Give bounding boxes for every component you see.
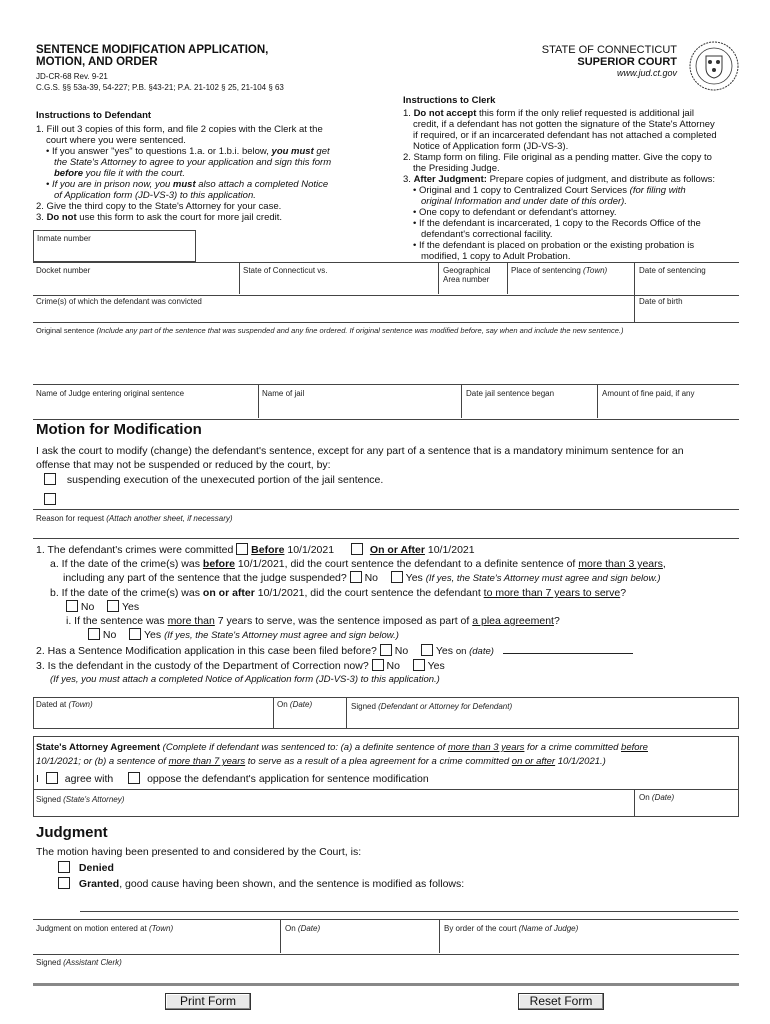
on-date-field[interactable] [274,697,346,729]
q2-label: 2. Has a Sentence Modification application in this case been filed before? [36,645,377,657]
inmate-number-field[interactable] [33,230,196,262]
original-sentence-field[interactable] [33,336,739,384]
def-bullet-1b: you must [271,146,314,157]
clerk-3b: After Judgment: [413,174,487,185]
clerk-2b: the Presiding Judge. [413,163,500,174]
sa-t3: for a crime committed [524,742,622,753]
form-id: JD-CR-68 Rev. 9-21 [36,72,108,81]
qa-no-checkbox[interactable] [350,571,362,583]
qb-text-1: b. If the date of the crime(s) was [50,587,203,599]
motion-option-2 [44,490,56,508]
form-title [36,44,268,68]
defendant-signature-field[interactable] [347,697,739,729]
qa-yes-label: Yes [405,572,423,584]
clerk-3c: Prepare copies of judgment, and distribute as follows: [486,174,716,185]
def-bullet-1d: the State's Attorney to agree to your application and sign this form [54,157,332,168]
motion-text [36,444,746,472]
def-item-3b: Do not [46,212,77,223]
q3-label: 3. Is the defendant in the custody of the Department of Correction now? [36,660,369,672]
dated-at-field[interactable] [33,697,273,729]
on-or-after-date: 10/1/2021 [424,544,475,556]
q2-yes-label: Yes [435,645,453,657]
jail-date-field[interactable] [462,384,597,418]
before-label: Before [251,544,285,556]
sa-t1: (Complete if defendant was sentenced to: (a) a definite sentence of [160,742,448,753]
judge-name-label: Name of Judge entering original sentence [36,389,185,398]
q1-label: 1. The defendant's crimes were committed [36,544,234,556]
clerk-signed-label: Signed [36,958,64,967]
clerk-1e: if required, or if an incarcerated defendant has not attached a completed [413,130,717,141]
qbi-no-checkbox[interactable] [88,628,100,640]
granted-text: , good cause having been shown, and the sentence is modified as follows: [119,878,465,890]
question-1a-line2 [36,571,746,586]
place-sentencing-town: (Town) [583,266,608,275]
agree-label: agree with [64,773,114,785]
clerk-3f: original Information and under date of this order). [421,196,627,207]
clerk-1f: Notice of Application form (JD-VS-3). [413,141,569,152]
q3-no-label: No [386,660,400,672]
orig-sentence-note: (Include any part of the sentence that was suspended and any fine ordered. If original sentence was modified before, say when and include the new sentence.) [96,326,624,335]
def-bullet-2c: also attach a completed Notice [195,179,329,190]
qa-text-1: a. If the date of the crime(s) was [50,558,203,570]
suspend-checkbox[interactable] [44,473,56,485]
def-bullet-1f: you file it with the court. [83,168,185,179]
crimes-field[interactable] [33,294,634,322]
geo-area-field[interactable] [439,262,507,294]
qbi-yes-label: Yes [144,629,162,641]
sa-t5: 10/1/2021; or (b) a sentence of [36,756,169,767]
docket-number-label: Docket number [36,266,91,275]
other-option-checkbox[interactable] [44,493,56,505]
modification-line [80,911,738,912]
place-sentencing-field[interactable] [508,262,634,294]
sa-t2: more than 3 years [447,742,525,753]
granted-option [58,877,464,890]
sa-t7: to serve as a result of a plea agreement for a crime committed [245,756,512,767]
court-name: SUPERIOR COURT [577,56,677,68]
question-1bi [36,614,746,628]
qa-text-2: 10/1/2021, did the court sentence the defendant to a definite sentence of [235,558,579,570]
q3-yes-checkbox[interactable] [413,659,425,671]
q2-date-field[interactable] [503,643,633,654]
clerk-3k: modified, 1 copy to Adult Probation. [421,251,571,262]
oppose-checkbox[interactable] [128,772,140,784]
clerk-3j: • If the defendant is placed on probation or the existing probation is [413,240,695,251]
clerk-instructions [403,95,748,262]
q2-no-checkbox[interactable] [380,644,392,656]
qa-text-3: including any part of the sentence that the judge suspended? [63,572,347,584]
inmate-number-label: Inmate number [37,234,91,243]
order-judge: (Name of Judge) [518,924,579,933]
state-attorney-text [36,741,738,769]
signed-role: (Defendant or Attorney for Defendant) [378,702,513,711]
motion-text-1: I ask the court to modify (change) the defendant's sentence, except for any part of a sentence that is a mandatory minimum sentence for an [36,445,684,457]
dated-town: (Town) [68,700,93,709]
def-item-1: 1. Fill out 3 copies of this form, and file 2 copies with the Clerk at the [36,124,323,135]
docket-number-field[interactable] [33,262,239,294]
clerk-instructions-heading: Instructions to Clerk [403,95,496,106]
orig-sentence-label: Original sentence [36,326,97,335]
sa-heading: State's Attorney Agreement [36,742,161,753]
website: www.jud.ct.gov [616,68,677,78]
suspend-label: suspending execution of the unexecuted portion of the jail sentence. [66,474,384,486]
dated-label: Dated at [36,700,69,709]
court-block [457,44,677,78]
defendant-instructions-heading: Instructions to Defendant [36,110,152,121]
order-label: By order of the court [444,924,519,933]
sa-on-label: On [639,793,652,802]
motion-option-1 [44,473,383,486]
on-or-after-label: On or After [369,544,425,556]
print-form-button[interactable]: Print Form [165,993,251,1010]
denied-label: Denied [78,862,114,874]
jail-date-label: Date jail sentence began [466,389,555,398]
q3-yes-label: Yes [427,660,445,672]
question-1b [36,586,746,600]
sa-choice [36,772,429,785]
clerk-1a: 1. [403,108,414,119]
before-checkbox[interactable] [236,543,248,555]
qbi-more-than: more than [167,615,215,627]
on-date: (Date) [289,700,313,709]
def-bullet-1e: before [54,168,84,179]
qbi-text-1: i. If the sentence was [66,615,168,627]
statutes: C.G.S. §§ 53a-39, 54-227; P.B. §43-21; P.A. 21-102 § 25, 21-104 § 63 [36,83,284,92]
q2-no-label: No [394,645,409,657]
dob-field[interactable] [635,294,739,322]
judge-name-field[interactable] [33,384,258,418]
q2-on-label: on [455,646,470,657]
date-sentencing-label: Date of sentencing [639,266,706,275]
agree-checkbox[interactable] [46,772,58,784]
qbi-qmark: ? [553,615,560,627]
sa-i: I [36,773,39,785]
qa-no-label: No [364,572,378,584]
motion-heading: Motion for Modification [36,421,202,438]
clerk-1d: credit, if a defendant has not gotten the signature of the State's Attorney [413,119,715,130]
reason-field[interactable] [33,524,739,538]
on-label: On [277,700,290,709]
date-sentencing-field[interactable] [635,262,739,294]
question-2 [36,643,746,659]
def-bullet-2d: of Application form (JD-VS-3) to this application. [54,190,256,201]
sa-signed-label: Signed [36,795,64,804]
before-date: 10/1/2021 [284,544,335,556]
question-1b-answers [36,600,746,614]
state-vs-label: State of Connecticut vs. [243,266,328,275]
state-name: STATE OF CONNECTICUT [541,44,677,56]
place-sentencing-label: Place of sentencing [511,266,584,275]
on-or-after-checkbox[interactable] [351,543,363,555]
denied-option [58,861,114,874]
qb-qmark: ? [620,587,627,599]
clerk-1b: Do not accept [413,108,477,119]
def-item-1b: court where you were sentenced. [46,135,186,146]
modification-field[interactable] [80,893,738,911]
qbi-no-label: No [102,629,117,641]
crimes-label: Crime(s) of which the defendant was convicted [36,297,202,306]
def-item-2: 2. Give the third copy to the State's Attorney for your case. [36,201,282,212]
fine-amount-field[interactable] [598,384,739,418]
qa-yes-note: (If yes, the State's Attorney must agree and sign below.) [425,573,661,584]
sa-on-date: (Date) [651,793,675,802]
qb-yes-checkbox[interactable] [107,600,119,612]
qb-yes-label: Yes [122,601,140,613]
fine-amount-label: Amount of fine paid, if any [602,389,695,398]
question-3 [36,659,746,673]
question-1a [36,557,746,571]
defendant-instructions [36,110,376,223]
qa-before: before [202,558,235,570]
qb-more-than-7: to more than 7 years to serve [483,587,621,599]
qbi-plea: a plea agreement [472,615,554,627]
sa-date-field[interactable] [635,790,739,817]
reset-form-button[interactable]: Reset Form [518,993,604,1010]
question-1bi-answers [36,628,746,643]
def-bullet-2a: • If you are in prison now, you [46,179,173,190]
clerk-signed-role: (Assistant Clerk) [63,958,122,967]
entered-label: Judgment on motion entered at [36,924,149,933]
denied-checkbox[interactable] [58,861,70,873]
judgment-on-label: On [285,924,298,933]
judgment-date-field[interactable] [281,919,439,953]
jail-name-field[interactable] [259,384,461,418]
judgment-text: The motion having been presented to and considered by the Court, is: [36,846,362,858]
judgment-heading: Judgment [36,824,108,841]
signed-label: Signed [351,702,379,711]
title-line-2: MOTION, AND ORDER [36,56,158,68]
q3-note: (If yes, you must attach a completed Notice of Application form (JD-VS-3) to this application.) [50,674,440,685]
reason-note: (Attach another sheet, if necessary) [106,514,233,523]
def-item-3a: 3. [36,212,47,223]
qbi-yes-checkbox[interactable] [129,628,141,640]
oppose-label: oppose the defendant's application for sentence modification [147,773,429,785]
q3-no-checkbox[interactable] [372,659,384,671]
bottom-rule [33,983,739,986]
qa-more-than-3: more than 3 years [578,558,663,570]
title-line-1: SENTENCE MODIFICATION APPLICATION, [36,44,269,56]
qb-no-checkbox[interactable] [66,600,78,612]
sa-t6: more than 7 years [168,756,246,767]
sa-t4: before [621,742,648,753]
qbi-text-2: 7 years to serve, was the sentence imposed as part of [214,615,473,627]
state-seal-icon [688,40,740,92]
clerk-3h: • If the defendant is incarcerated, 1 copy to the Records Office of the [413,218,701,229]
sa-signed-role: (State's Attorney) [63,795,125,804]
def-bullet-1 [36,146,376,157]
qb-on-or-after: on or after [202,587,255,599]
granted-label: Granted [78,878,120,890]
q2-date-label: (date) [469,646,494,657]
clerk-3e: (for filing with [629,185,686,196]
judgment-on-date: (Date) [297,924,321,933]
sa-signature-field[interactable] [33,790,634,817]
clerk-3i: defendant's correctional facility. [421,229,553,240]
motion-text-2: offense that may not be suspended or reduced by the court, by: [36,459,331,471]
granted-checkbox[interactable] [58,877,70,889]
sa-t9: 10/1/2021.) [555,756,606,767]
dob-label: Date of birth [639,297,683,306]
clerk-signature-field[interactable] [33,954,739,982]
questions-block [36,543,746,687]
question-1 [36,543,746,557]
reason-label: Reason for request [36,514,107,523]
clerk-3g: • One copy to defendant or defendant's attorney. [413,207,617,218]
judgment-town-field[interactable] [33,919,280,953]
clerk-3a: 3. [403,174,414,185]
clerk-1c: this form if the only relief requested is additional jail [476,108,694,119]
def-bullet-1a: • If you answer "yes" to questions 1.a. or 1.b.i. below, [46,146,272,157]
divider [33,509,739,510]
geo-area-label: Geographical Area number [443,266,491,284]
qa-comma: , [662,558,666,570]
jail-name-label: Name of jail [262,389,305,398]
sa-t8: on or after [511,756,556,767]
def-bullet-1c: get [313,146,330,157]
qb-no-label: No [80,601,95,613]
defendant-name-field[interactable] [240,262,438,294]
qb-text-2: 10/1/2021, did the court sentence the defendant [254,587,484,599]
q2-yes-checkbox[interactable] [421,644,433,656]
clerk-2a: 2. Stamp form on filing. File original as a pending matter. Give the copy to [403,152,712,163]
divider [33,538,739,539]
entered-town: (Town) [148,924,174,933]
def-bullet-2b: must [172,179,196,190]
def-item-3c: use this form to ask the court for more jail credit. [76,212,283,223]
qa-yes-checkbox[interactable] [391,571,403,583]
clerk-3d: • Original and 1 copy to Centralized Court Services [413,185,630,196]
qbi-yes-note: (If yes, the State's Attorney must agree and sign below.) [164,630,399,641]
judge-name-order-field[interactable] [440,919,739,953]
